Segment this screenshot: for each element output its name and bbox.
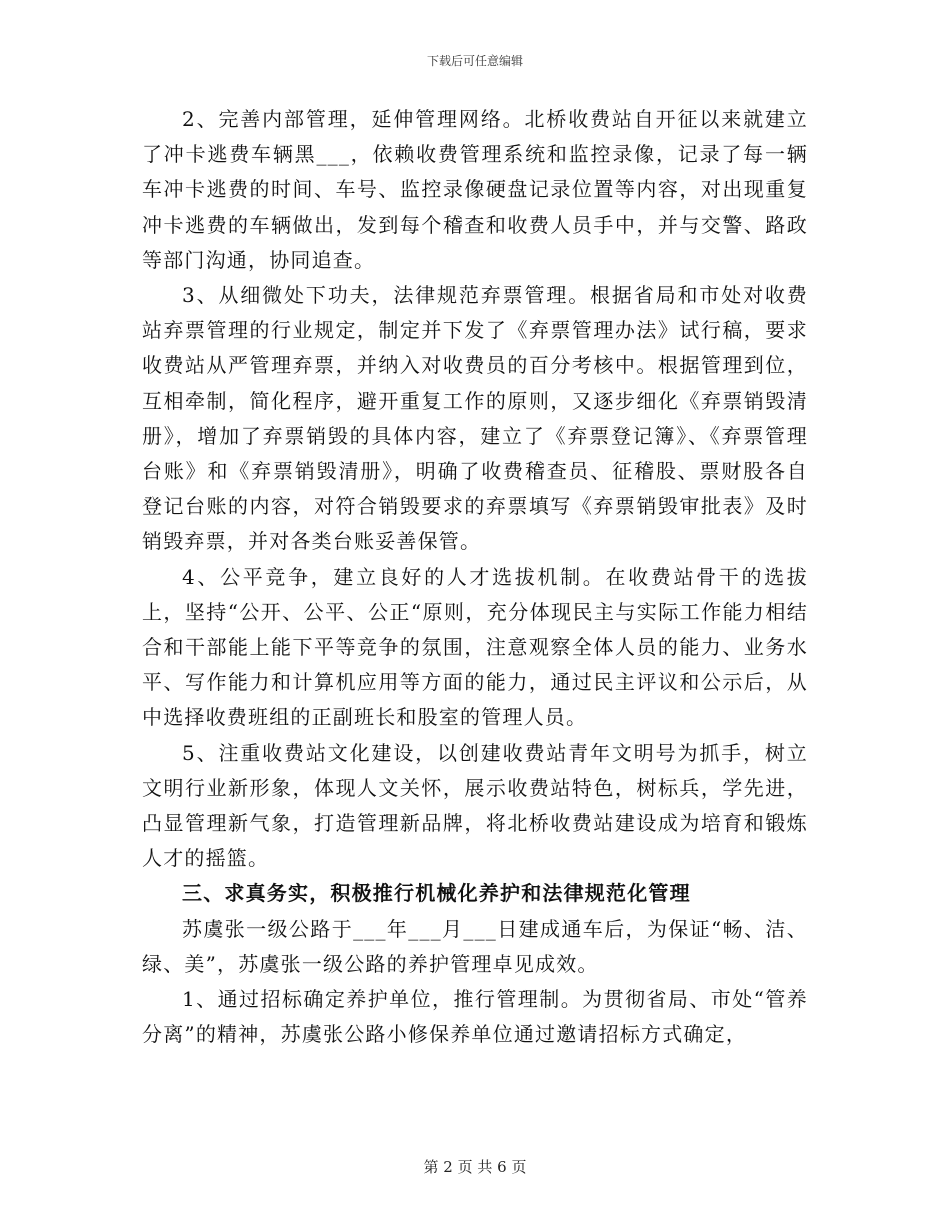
page-number: 第 2 页 共 6 页 (423, 1158, 527, 1176)
paragraph-item-3: 3、从细微处下功夫，法律规范弃票管理。根据省局和市处对收费站弃票管理的行业规定，制定并下发了《弃票管理办法》试行稿，要求收费站从严管理弃票，并纳入对收费员的百分考核中。根据管理到位，互相牵制，简化程序，避开重复工作的原则，又逐步细化《弃票销毁清册》，增加了弃票销毁的具体内容，建立了《弃票登记簿》、《弃票管理台账》和《弃票销毁清册》，明确了收费稽查员、征稽股、票财股各自登记台账的内容，对符合销毁要求的弃票填写《弃票销毁审批表》及时销毁弃票，并对各类台账妥善保管。 (142, 283, 808, 554)
paragraph-item-2: 2、完善内部管理，延伸管理网络。北桥收费站自开征以来就建立了冲卡逃费车辆黑___，依赖收费管理系统和监控录像，记录了每一辆车冲卡逃费的时间、车号、监控录像硬盘记录位置等内容，对出现重复冲卡逃费的车辆做出，发到每个稽查和收费人员手中，并与交警、路政等部门沟通，协同追查。 (142, 107, 808, 272)
page-header-note: 下载后可任意编辑 (426, 54, 523, 68)
paragraph-item-5: 5、注重收费站文化建设，以创建收费站青年文明号为抓手，树立文明行业新形象，体现人文关怀，展示收费站特色，树标兵，学先进，凸显管理新气象，打造管理新品牌，将北桥收费站建设成为培育和锻炼人才的摇篮。 (142, 740, 808, 871)
document-body (142, 102, 808, 1052)
paragraph-item-4: 4、公平竞争，建立良好的人才选拔机制。在收费站骨干的选拔上，坚持“公开、公平、公正“原则，充分体现民主与实际工作能力相结合和干部能上能下平等竞争的氛围，注意观察全体人员的能力、业务水平、写作能力和计算机应用等方面的能力，通过民主评议和公示后，从中选择收费班组的正副班长和股室的管理人员。 (142, 564, 808, 730)
paragraph-intro: 苏虞张一级公路于___年___月___日建成通车后，为保证“畅、洁、绿、美”，苏虞张一级公路的养护管理卓见成效。 (142, 916, 808, 976)
paragraph-item-1: 1、通过招标确定养护单位，推行管理制。为贯彻省局、市处“管养分离”的精神，苏虞张公路小修保养单位通过邀请招标方式确定， (142, 987, 808, 1047)
section-heading: 三、求真务实，积极推行机械化养护和法律规范化管理 (182, 881, 691, 906)
